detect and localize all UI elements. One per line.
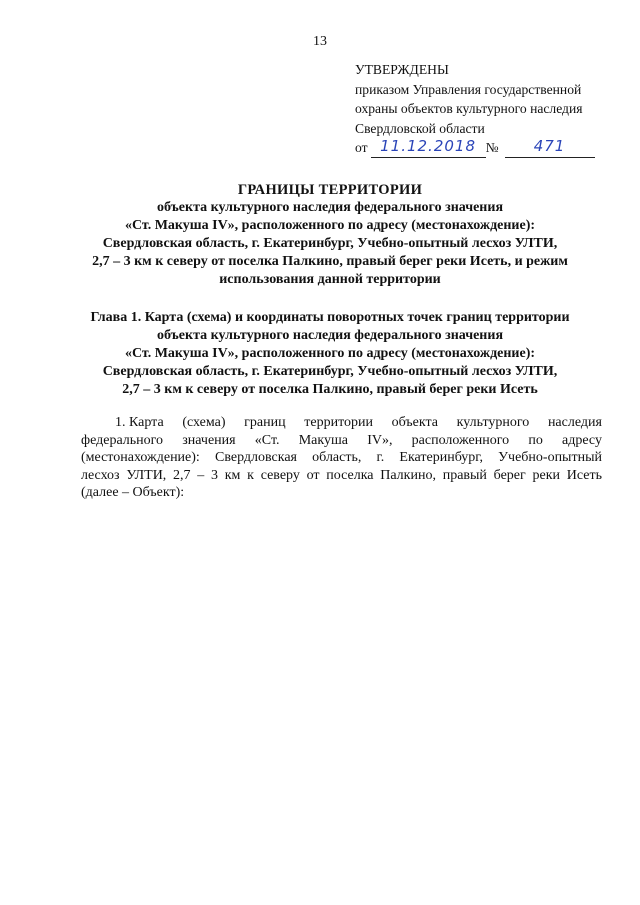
paragraph-word: 2,7 <box>173 467 191 483</box>
paragraph-word: IV», <box>367 432 393 448</box>
paragraph-word: границ <box>244 415 286 430</box>
chapter-line-2: объекта культурного наследия федерального значения <box>156 328 504 343</box>
approval-stamp <box>355 60 625 158</box>
title-line-1: ГРАНИЦЫ ТЕРРИТОРИИ <box>237 182 423 198</box>
paragraph-word: культурного <box>456 415 530 430</box>
approval-line-3: Свердловской области <box>355 120 485 136</box>
paragraph-word: г. <box>376 450 385 466</box>
paragraph-word: 1. Карта <box>115 415 164 430</box>
paragraph-word: расположенного <box>411 432 510 448</box>
handwritten-number: 471 <box>533 136 566 155</box>
paragraph-word: значения <box>182 432 236 448</box>
paragraph-word: адресу <box>562 432 602 448</box>
paragraph-word: Исеть <box>566 467 602 483</box>
paragraph-word: к <box>247 467 254 483</box>
paragraph-word: область, <box>312 450 362 466</box>
title-line-3: «Ст. Макуша IV», расположенного по адресу (местонахождение): <box>124 218 536 233</box>
paragraph-word: Макуша <box>298 432 348 448</box>
paragraph-word: 3 <box>211 467 219 483</box>
paragraph-word: лесхоз <box>81 467 120 483</box>
chapter-line-1: Глава 1. Карта (схема) и координаты поворотных точек границ территории <box>90 310 570 325</box>
from-label: от <box>355 140 368 155</box>
paragraph-word: наследия <box>547 415 602 430</box>
paragraph-word: км <box>224 467 241 483</box>
paragraph-word: объекта <box>391 415 438 430</box>
paragraph-word: УЛТИ, <box>126 467 167 483</box>
approval-order-row <box>355 138 625 158</box>
paragraph-word: берег <box>493 467 526 483</box>
paragraph-word: поселка <box>326 467 374 483</box>
paragraph-word: Учебно-опытный <box>498 450 602 466</box>
paragraph-word: Свердловская <box>215 450 297 466</box>
paragraph-word: территории <box>304 415 373 430</box>
title-line-5: 2,7 – 3 км к северу от поселка Палкино, правый берег реки Исеть, и режим <box>92 254 568 269</box>
chapter-line-4: Свердловская область, г. Екатеринбург, Учебно-опытный лесхоз УЛТИ, <box>102 364 558 379</box>
paragraph-word: от <box>306 467 320 483</box>
paragraph-line-5: (далее – Объект): <box>81 485 185 501</box>
paragraph-word: Екатеринбург, <box>399 450 483 466</box>
paragraph-word: реки <box>532 467 561 483</box>
title-line-2: объекта культурного наследия федерального значения <box>156 200 504 215</box>
date-field <box>371 136 486 158</box>
number-sign: № <box>485 140 499 155</box>
number-field <box>505 136 595 158</box>
paragraph-line-1 <box>81 414 602 432</box>
title-line-6: использования данной территории <box>219 272 441 287</box>
chapter-line-5: 2,7 – 3 км к северу от поселка Палкино, правый берег реки Исеть <box>122 382 538 397</box>
approval-line-2: охраны объектов культурного наследия <box>355 101 583 116</box>
page-number: 13 <box>313 34 327 49</box>
chapter-heading <box>60 309 600 399</box>
paragraph-word: «Ст. <box>254 432 280 448</box>
body-paragraph <box>81 414 602 502</box>
paragraph-line-2 <box>81 432 602 450</box>
handwritten-date: 11.12.2018 <box>380 136 476 155</box>
paragraph-word: (местонахождение): <box>81 450 200 466</box>
paragraph-line-3 <box>81 449 602 467</box>
paragraph-word: – <box>197 467 205 483</box>
paragraph-word: по <box>528 432 543 448</box>
paragraph-word: Палкино, <box>380 467 436 483</box>
paragraph-word: северу <box>260 467 300 483</box>
paragraph-word: правый <box>442 467 487 483</box>
paragraph-word: (схема) <box>182 415 226 430</box>
document-title <box>60 181 600 289</box>
approval-line-1: приказом Управления государственной <box>355 81 582 97</box>
approval-heading: УТВЕРЖДЕНЫ <box>355 62 449 77</box>
title-line-4: Свердловская область, г. Екатеринбург, Учебно-опытный лесхоз УЛТИ, <box>102 236 558 251</box>
paragraph-word: федерального <box>81 432 164 448</box>
paragraph-line-4 <box>81 467 602 485</box>
chapter-line-3: «Ст. Макуша IV», расположенного по адресу (местонахождение): <box>124 346 536 361</box>
